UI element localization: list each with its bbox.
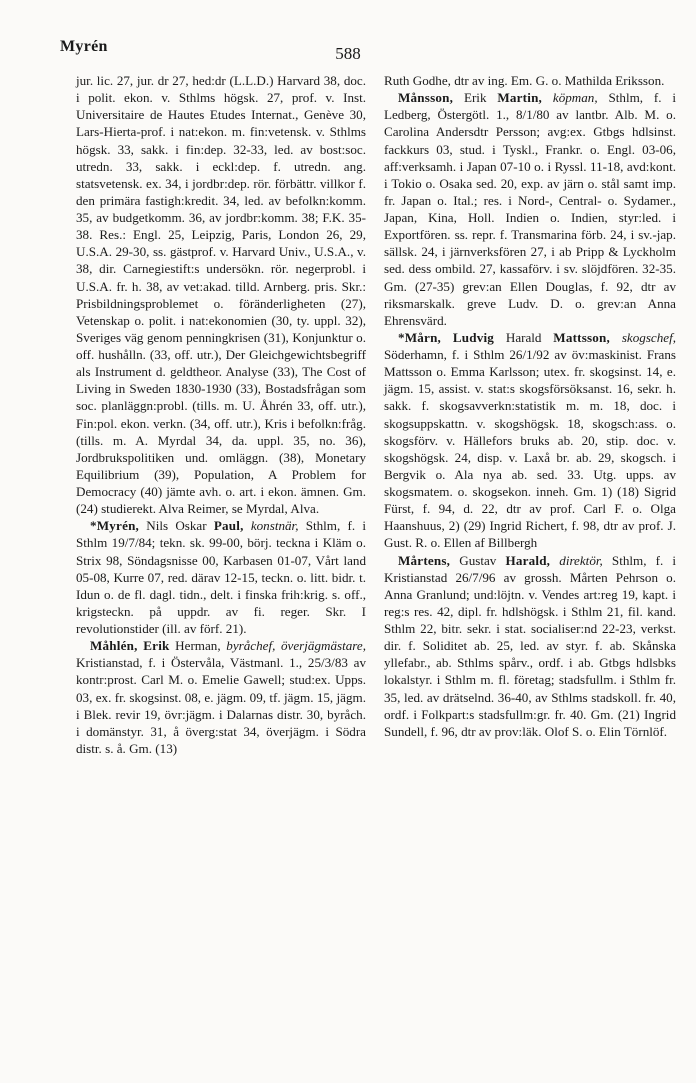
right-column (384, 72, 676, 740)
entry-occupation: konstnär, (250, 518, 299, 534)
entry-given-names: Harald (505, 329, 542, 345)
entry-call-name: Martin, (497, 90, 543, 106)
entry-myren (76, 517, 366, 637)
entry-occupation: direktör, (559, 552, 603, 568)
entry-occupation: skogschef, (621, 329, 676, 345)
entry-surname: *Mårn, (398, 329, 442, 345)
entry-occupation: köpman, (552, 90, 598, 106)
entry-body: Kristianstad, f. i Östervåla, Västmanl. 1., 25/3/83 av kontr:prost. Carl M. o. Emelie Gawell; stud:ex. Upps. 03, ex. fr. skogsinst. 08, e. jägm. 09, tf. jägm. 15, jägm. i Blek. revir 19, övr:jägm. i Dalarnas distr. 30, byråch. i domänstyr. 31, å överg:stat 34, överjägm. i Södra distr. s. å. Gm. (13) (76, 655, 366, 756)
entry-body: Sthlm, f. i Sthlm 19/7/84; tekn. sk. 99-00, börj. teckna i Kläm o. Strix 98, Söndagsnisse 00, Karbasen 01-07, Vårt land 05-08, Kurre 07, red. därav 12-15, teckn. o. litt. bidr. t. Idun o. de fl. dagl. tidn., delt. i finska frih:krig. s. off., krigsteckn. på uppdr. av fi. reger. Skr. I revolutionstider (ill. av förf. 21). (76, 518, 366, 636)
running-head: Myrén (60, 38, 108, 55)
entry-mansson (384, 89, 676, 329)
entry-martens (384, 552, 676, 740)
entry-body: Söderhamn, f. i Sthlm 26/1/92 av öv:maskinist. Frans Mattsson o. Emma Karlsson; utex. fr. skogsinst. 14, e. jägm. 15, assist. v. stat:s skogsförsöksanst. 16, sekr. h. sakk. f. skogsavverkn:statistik m. m. 18, doc. i skogsuppskattn. v. skogshögsk. 18, skogsch:ass. o. skogsförv. v. Hällefors bruks ab. 20, stip. doc. v. skogshögsk. 24, disp. v. Laxå br. ab. 29, skogsch. i Bergvik o. Ala nya ab. sed. 33. Utg. upps. av skogsmatem. o. skogsekon. inneh. Gm. 1) (18) Sigrid Fürst, f. 94, d. 22, dtr av prof. Carl F. o. Olga Haanshuus, 2) (29) Ingrid Richert, f. 98, dtr av prof. J. Gust. R. o. Ellen af Billbergh (384, 347, 676, 551)
entry-given-names: Gustav (459, 552, 497, 568)
entry-given-names: Erik (463, 90, 487, 106)
left-column (76, 72, 366, 757)
entry-mahlen (76, 637, 366, 757)
entry-myrdal-continuation: jur. lic. 27, jur. dr 27, hed:dr (L.L.D.) Harvard 38, doc. i polit. ekon. v. Sthlms högsk. 27, prof. v. Inst. Universitaire de Hautes Etudes Internat., Genève 30, Lars-Hierta-prof. i nat:ekon. m. fin:vetensk. v. Sthlms högsk. 33, sakk. i fin:dep. 32-33, led. av bost:soc. utredn. 33, sakk. i eckl:dep. f. utredn. ang. statsvetensk. ex. 34, i jordbr:dep. rör. förbättr. villkor f. den primära fastigh:kredit. 34, led. av befolkn:komm. 35, av budgetkomm. 36, av jordbr:komm. 38; F.K. 35-38. Res.: Engl. 25, Leipzig, Paris, London 26, 29, U.S.A. 29-30, ss. gästprof. v. Harvard Univ., U.S.A., v. 38, dir. Carnegiestift:s undersökn. rör. negerprobl. i U.S.A. fr. h. 38, av vet:akad. tilld. Arnberg. pris. Skr.: Prisbildningsproblemet o. föränderligheten (27), Vetenskap o. polit. i nat:ekonomien (30, ty. uppl. 32), Sveriges väg genom penningkrisen (31), Konjunktur o. off. hushålln. (33, off. utr.), Der Gleichgewichtsbegriff als Instrument d. geldtheor. Analyse (33), The Cost of Living in Sweden 1830-1930 (33), Bostadsfrågan som soc. planläggn:probl. (tills. m. U. Åhrén 33, off. utr.), Fin:pol. ekon. verkn. (34, off. utr.), Kris i befolkn:fråg. (tills. m. A. Myrdal 34, da. uppl. 35, no. 36), Jordbrukspolitiken und. omläggn. (38), Monetary Equilibrium (39), Population, A Problem for Democracy (40) jämte avh. o. art. i ekon. ämnen. Gm. (24) studierekt. Alva Reimer, se Myrdal, Alva. (76, 73, 366, 517)
entry-alt-surname: Mattsson, (553, 329, 611, 345)
entry-surname: *Myrén, (90, 518, 140, 534)
entry-surname: Månsson, (398, 90, 454, 106)
entry-call-name: Paul, (213, 518, 244, 534)
entry-body: Sthlm, f. i Kristianstad 26/7/96 av grossh. Mårten Pehrson o. Anna Granlund; und:löjtn. v. Vendes art:reg 19, kapt. i reg:s res. 42, dipl. fr. hdlshögsk. i Sthlm 21, fil. kand. Sthlm 22, bitr. sekr. i stat. socialiser:nd 22-23, verkst. dir. f. Soliditet ab. 25, led. av styr. f. ab. Skånska yllefabr., ab. Sthlms spårv., ordf. i ab. Gtbgs hdlsbks lokalstyr. i Sthlm m. fl. företag; stadsfullm. i Sthlm fr. 35, led. av drätselnd. 36-40, av Sthlms stadskoll. fr. 40, ordf. i Folkpart:s stadsfullm:gr. fr. 40. Gm. (21) Ingrid Sundell, f. 96, dtr av prov:läk. Olof S. o. Elin Törnlöf. (384, 552, 676, 739)
entry-given-names: Herman, (175, 638, 221, 654)
entry-given-names: Nils Oskar (146, 518, 207, 534)
entry-occupation: byråchef, överjägmästare, (226, 638, 366, 654)
entry-body: Sthlm, f. i Ledberg, Östergötl. 1., 8/1/80 av lantbr. Alb. M. o. Carolina Andersdtr Persson; avg:ex. Gtbgs hdlsinst. fackkurs 03, stud. i Tyskl., Frankr. o. Engl. 03-06, aff:verksamh. i Japan 07-10 o. i Ryssl. 11-18, avd:kont. i Tokio o. Osaka sed. 20, exp. av järn o. stål samt imp. fr. Japan o. Ital.; res. i Nord-, Central- o. Sydamer., Japan, Kina, Holl. Indien o. Indien, styr:led. i Exportfören. ss. repr. f. Transmarina förb. 24, i sv.-jap. sällsk. 24, i järnverksfören 27, i ab Pripp & Lyckholm sed. dess ombild. 27, kassaförv. i sv. slöjdfören. 32-35. Gm. (27-35) grev:an Ellen Douglas, f. 92, dtr av riksmarskalk. greve Ludv. D. o. grev:an Anna Ehrensvärd. (384, 90, 677, 328)
entry-surname: Mårtens, (398, 552, 451, 568)
entry-call-name: Harald, (505, 552, 551, 568)
entry-surname: Måhlén, (90, 638, 138, 654)
entry-marn (384, 329, 676, 552)
entry-mahlen-continuation: Ruth Godhe, dtr av ing. Em. G. o. Mathilda Eriksson. (384, 73, 665, 88)
entry-call-name: Ludvig (452, 329, 495, 345)
entry-call-name: Erik (143, 638, 170, 654)
page-number: 588 (335, 44, 361, 63)
